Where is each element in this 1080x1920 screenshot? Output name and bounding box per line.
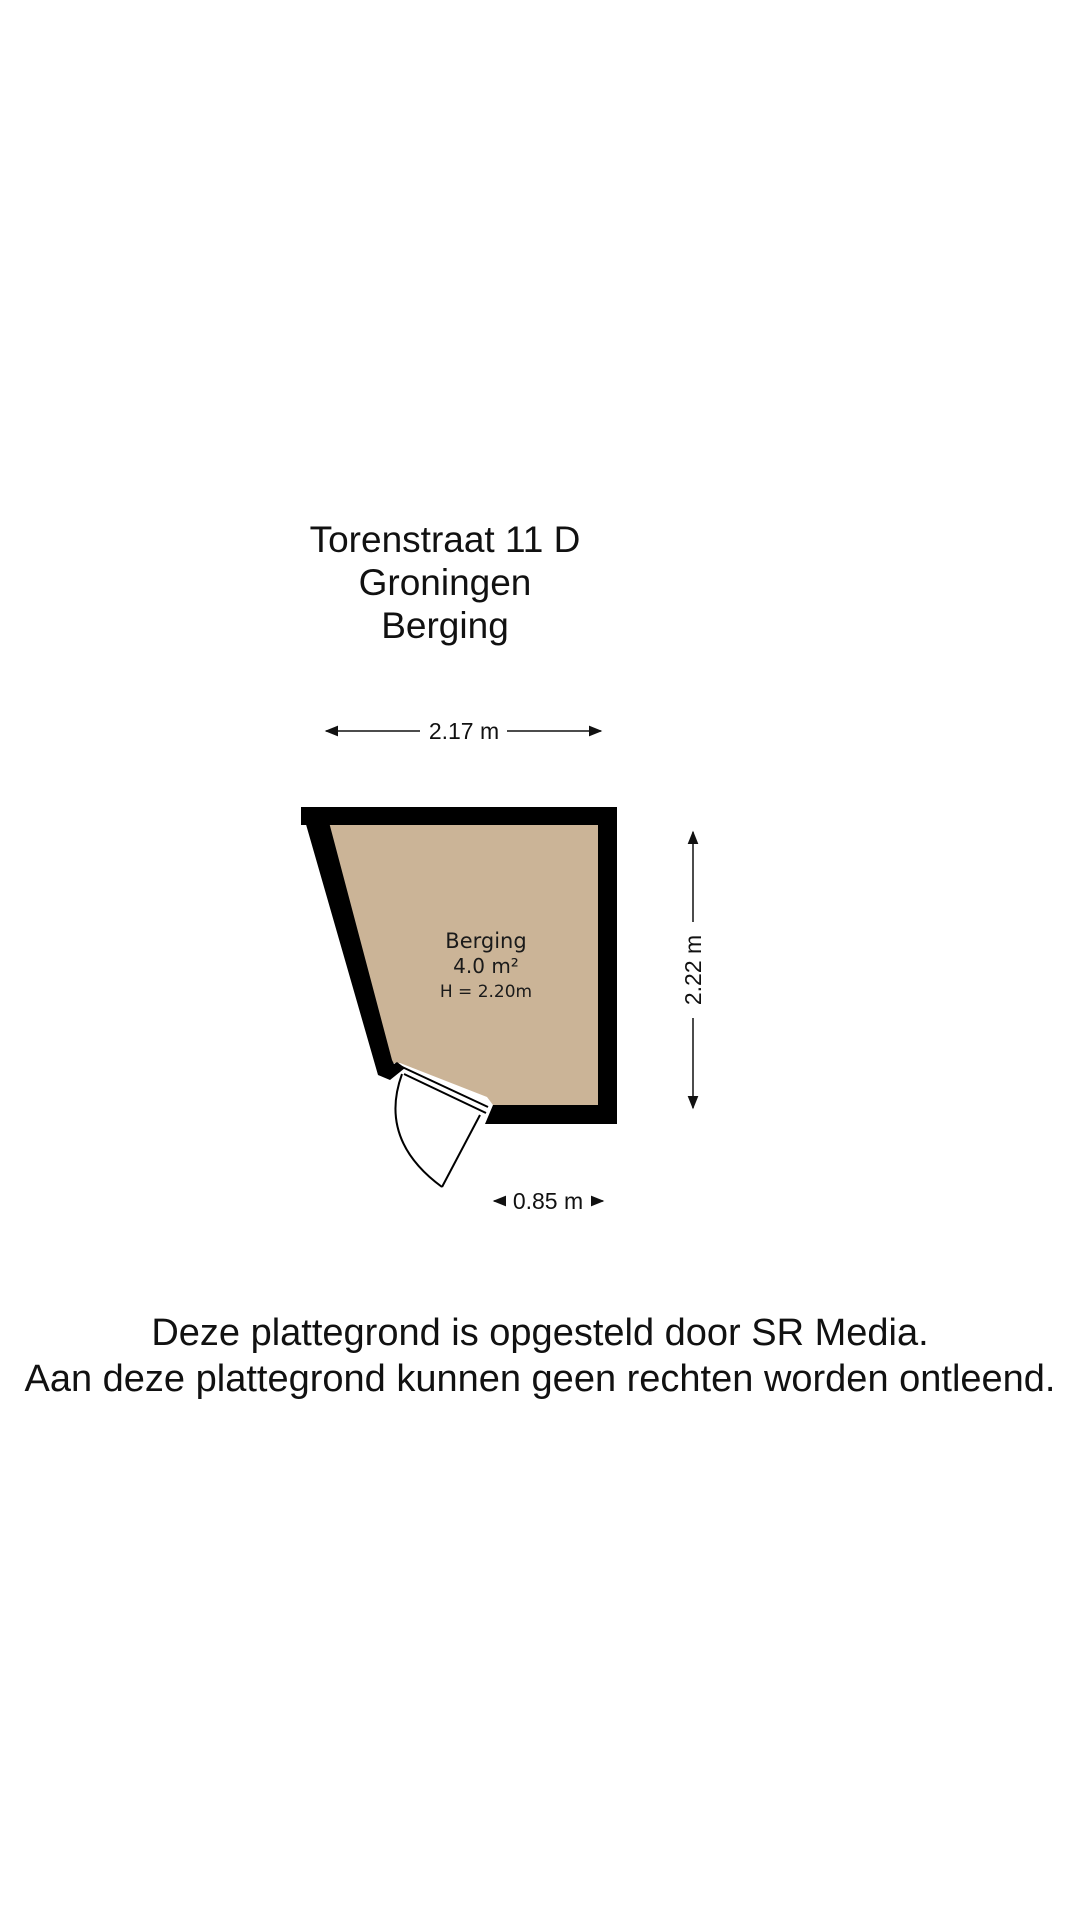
dimension-door-width bbox=[494, 1188, 603, 1214]
room-height: H = 2.20m bbox=[439, 982, 533, 1002]
dimension-label-door: 0.85 m bbox=[512, 1188, 584, 1214]
wall-top bbox=[301, 807, 617, 825]
disclaimer-line-2: Aan deze plattegrond kunnen geen rechten worden ontleend. bbox=[24, 1358, 1056, 1400]
dimension-width-top bbox=[326, 718, 601, 744]
dimension-label-width: 2.17 m bbox=[428, 718, 500, 744]
room-name: Berging bbox=[445, 929, 527, 953]
address-line: Torenstraat 11 D bbox=[309, 519, 581, 560]
wall-right bbox=[598, 807, 617, 1124]
door-leaf bbox=[442, 1115, 480, 1187]
city-line: Groningen bbox=[358, 562, 532, 603]
dimension-height-right bbox=[680, 832, 706, 1108]
disclaimer-line-1: Deze plattegrond is opgesteld door SR Media. bbox=[151, 1312, 929, 1354]
dimension-label-height: 2.22 m bbox=[680, 934, 706, 1006]
room-area: 4.0 m² bbox=[453, 954, 519, 978]
wall-bottom bbox=[485, 1105, 617, 1124]
space-type-line: Berging bbox=[381, 605, 509, 646]
door-swing-arc bbox=[395, 1074, 442, 1187]
disclaimer bbox=[0, 1310, 1080, 1402]
